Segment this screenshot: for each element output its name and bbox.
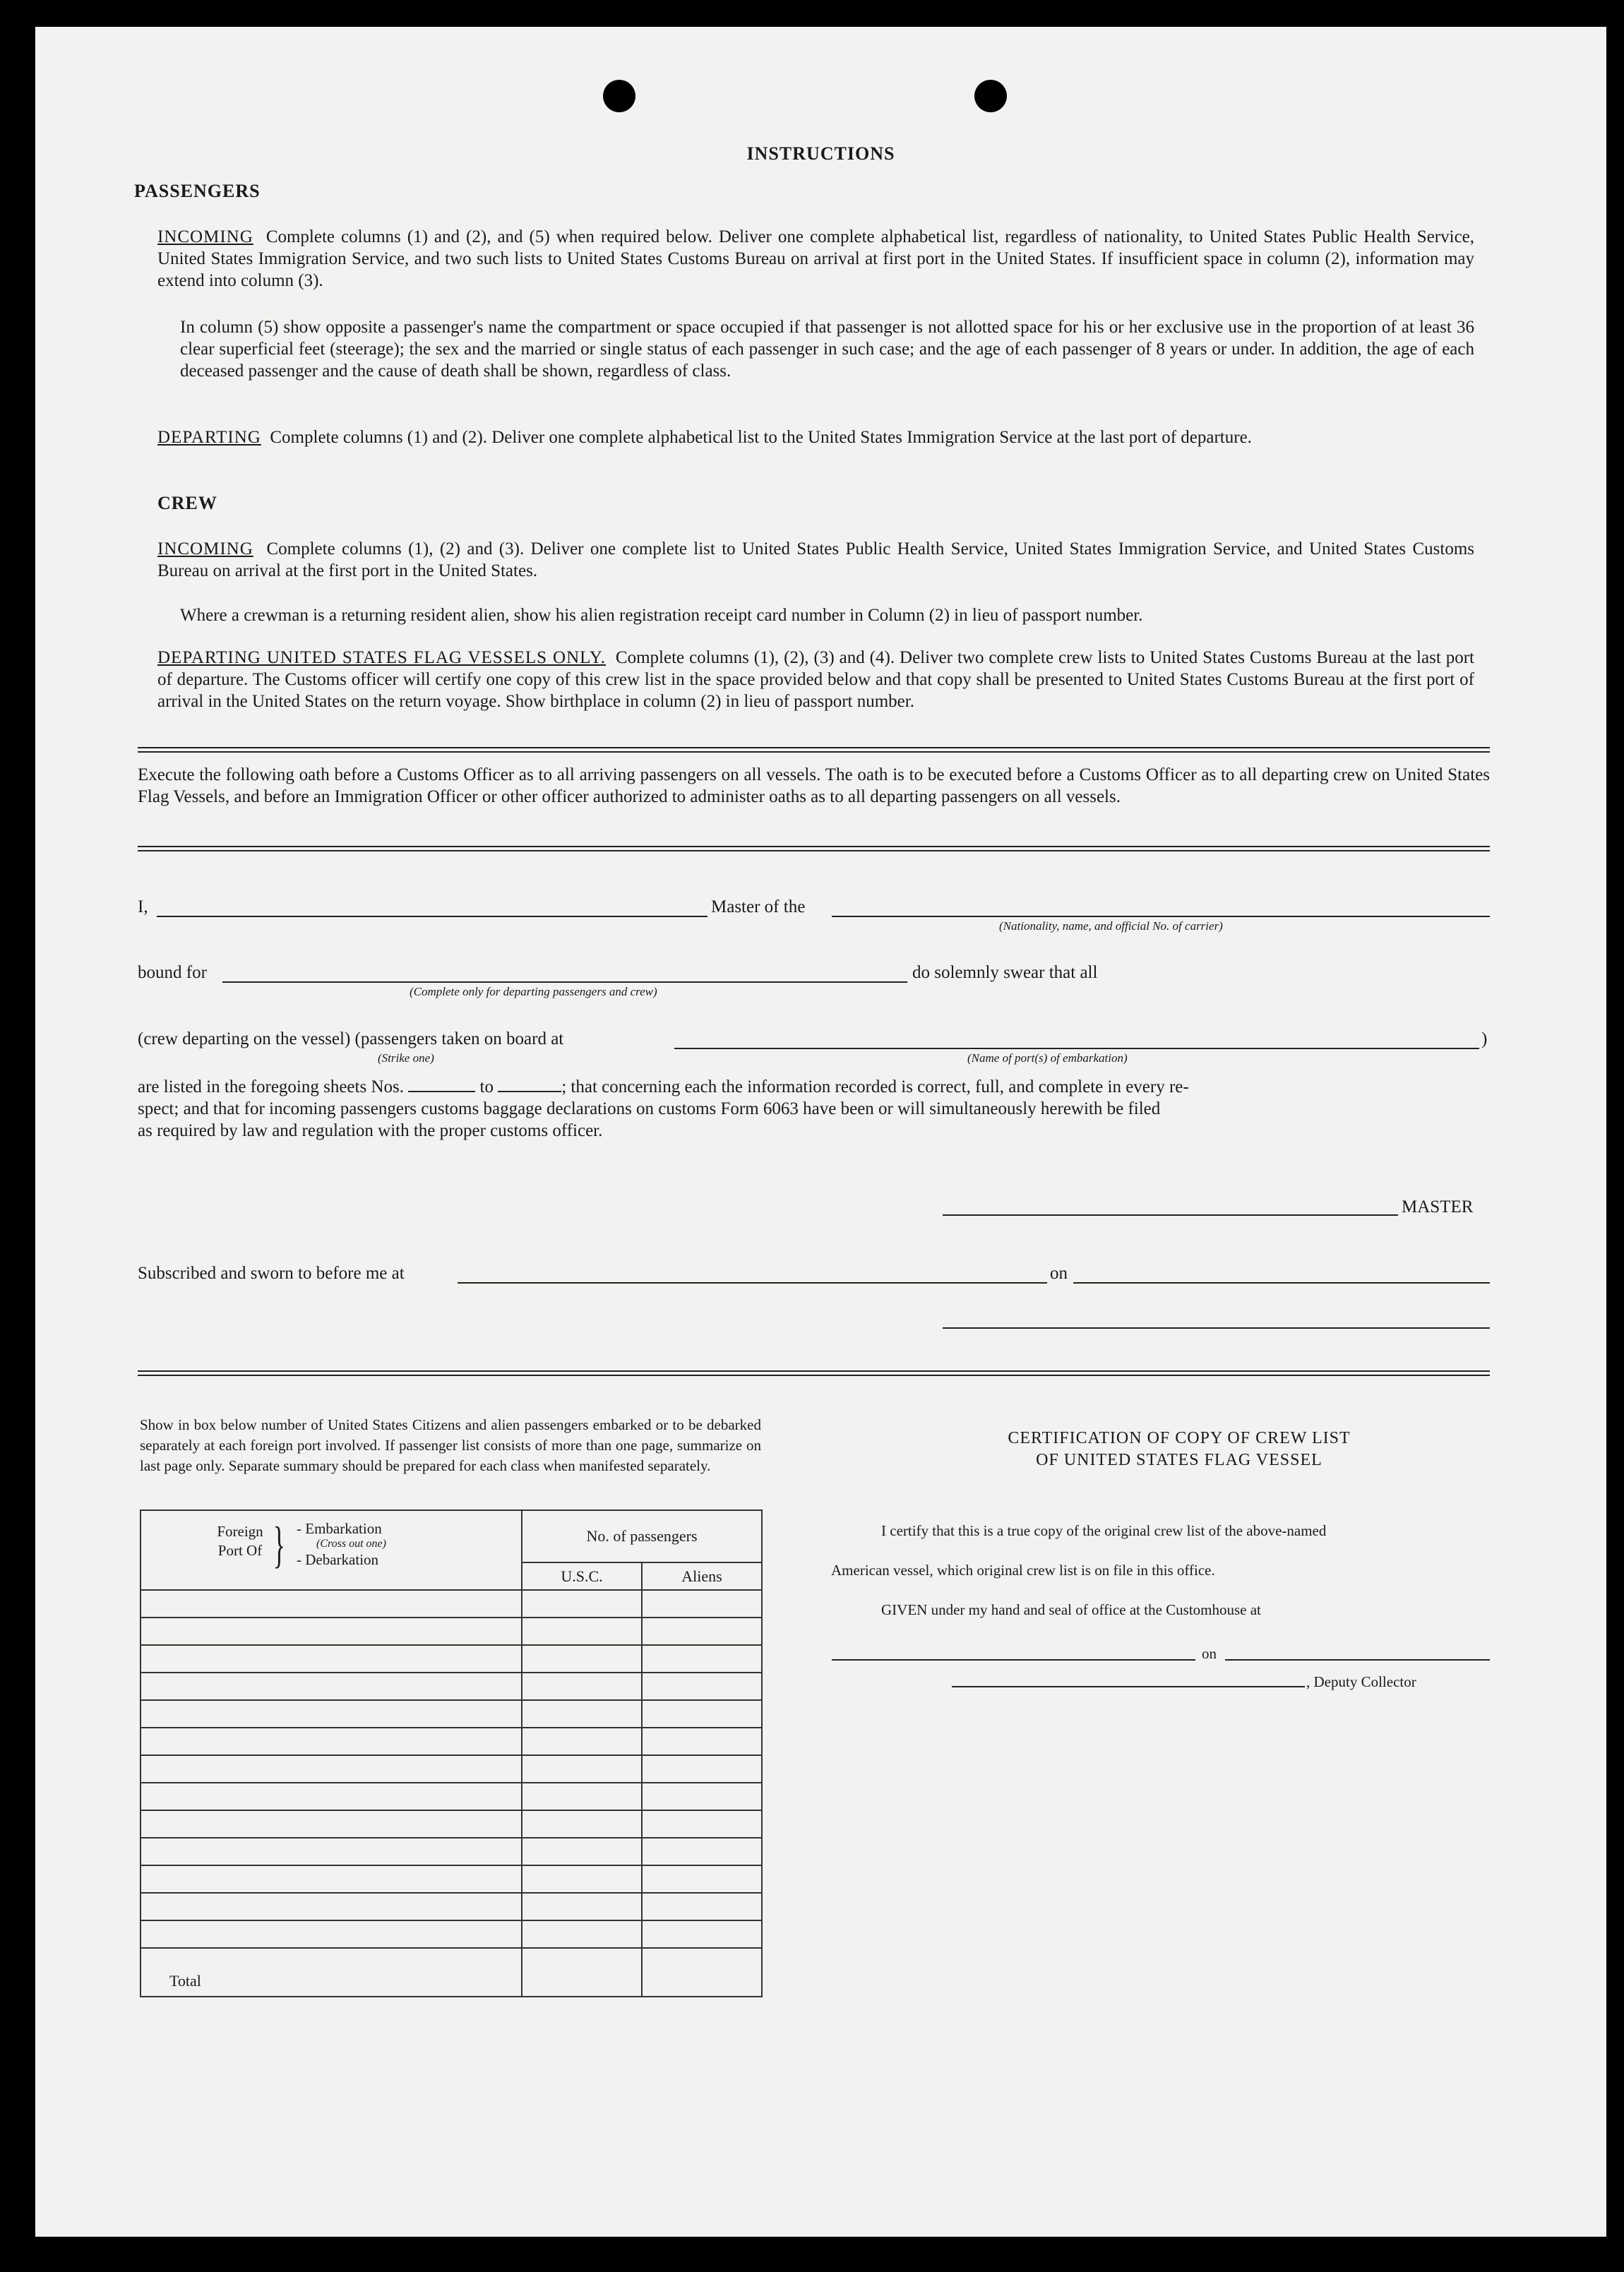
passengers-heading: PASSENGERS	[134, 181, 261, 201]
aliens-cell[interactable]	[642, 1590, 762, 1618]
cert-on-label: on	[1202, 1645, 1217, 1662]
aliens-cell[interactable]	[642, 1645, 762, 1673]
section-divider	[138, 747, 1490, 753]
port-cell[interactable]	[141, 1783, 522, 1810]
bound-for-field[interactable]	[222, 981, 907, 983]
sheets-text-a: are listed in the foregoing sheets Nos.	[138, 1077, 404, 1096]
table-row	[141, 1865, 762, 1893]
sheets-line-2: spect; and that for incoming passengers customs baggage declarations on customs Form 6063 have been or will simultaneously herewith be filed	[138, 1099, 1161, 1118]
aliens-cell[interactable]	[642, 1810, 762, 1838]
port-header-cell	[141, 1510, 522, 1590]
usc-cell[interactable]	[522, 1865, 642, 1893]
port-cell[interactable]	[141, 1893, 522, 1920]
crew-incoming-label: INCOMING	[157, 539, 253, 558]
certify-text-1: I certify that this is a true copy of the original crew list of the above-named	[881, 1522, 1327, 1539]
debarkation-label: - Debarkation	[297, 1551, 379, 1568]
aliens-cell[interactable]	[642, 1893, 762, 1920]
sheet-from-field[interactable]	[408, 1091, 475, 1092]
crew-departing-label: DEPARTING UNITED STATES FLAG VESSELS ONLY.	[157, 648, 606, 667]
bound-for-caption: (Complete only for departing passengers and crew)	[410, 985, 657, 998]
table-row	[141, 1618, 762, 1645]
usc-cell[interactable]	[522, 1673, 642, 1700]
aliens-cell[interactable]	[642, 1865, 762, 1893]
port-cell[interactable]	[141, 1673, 522, 1700]
total-aliens-cell[interactable]	[642, 1948, 762, 1997]
departing-text: Complete columns (1) and (2). Deliver one complete alphabetical list to the United States Immigration Service at the last port of departure.	[270, 428, 1252, 447]
table-row	[141, 1810, 762, 1838]
port-cell[interactable]	[141, 1618, 522, 1645]
table-row	[141, 1893, 762, 1920]
crew-alien-instruction: Where a crewman is a returning resident alien, show his alien registration receipt card number in Column (2) in lieu of passport number.	[180, 606, 1143, 625]
sheet-to-field[interactable]	[498, 1091, 561, 1092]
ports-caption: (Name of port(s) of embarkation)	[967, 1051, 1128, 1065]
aliens-header: Aliens	[642, 1562, 762, 1590]
deputy-collector-label: , Deputy Collector	[1306, 1673, 1416, 1690]
usc-cell[interactable]	[522, 1700, 642, 1728]
brace-glyph: }	[273, 1517, 285, 1573]
instructions-title: INSTRUCTIONS	[746, 143, 895, 164]
cross-out-note: (Cross out one)	[316, 1538, 386, 1550]
table-row	[141, 1755, 762, 1783]
port-cell[interactable]	[141, 1728, 522, 1755]
usc-cell[interactable]	[522, 1893, 642, 1920]
port-cell[interactable]	[141, 1920, 522, 1948]
section-divider	[138, 846, 1490, 851]
aliens-cell[interactable]	[642, 1920, 762, 1948]
sheets-to-label: to	[479, 1077, 494, 1096]
column5-instruction: In column (5) show opposite a passenger's name the compartment or space occupied if that passenger is not allotted space for his or her exclusive use in the proportion of at least 36 clear superficial feet (steerage); the sex and the married or single status of each passenger in such case; and the age of each passenger of 8 years or under. In addition, the age of each deceased passenger and the cause of death shall be shown, regardless of class.	[180, 318, 1474, 381]
usc-cell[interactable]	[522, 1783, 642, 1810]
table-row	[141, 1673, 762, 1700]
sheets-line-3: as required by law and regulation with the proper customs officer.	[138, 1121, 603, 1140]
cert-date-field[interactable]	[1225, 1659, 1490, 1661]
departing-label: DEPARTING	[157, 428, 261, 447]
subscribed-on-label: on	[1050, 1264, 1068, 1283]
crew-heading: CREW	[157, 493, 217, 513]
embark-debark-labels	[297, 1519, 386, 1569]
embarkation-ports-field[interactable]	[674, 1048, 1479, 1049]
incoming-label: INCOMING	[157, 227, 253, 246]
usc-cell[interactable]	[522, 1810, 642, 1838]
crew-incoming-instruction	[157, 538, 1474, 582]
crew-departing-text: Complete columns (1), (2), (3) and (4). Deliver two complete crew lists to United States Customs Bureau at the last port of departure. The Customs officer will certify one copy of this crew list in the space provided below and that copy shall be presented to United States Customs Bureau at the first port of arrival in the United States on the return voyage. Show birthplace in column (2) in lieu of passport number.	[157, 648, 1474, 711]
carrier-field[interactable]	[832, 916, 1490, 917]
aliens-cell[interactable]	[642, 1783, 762, 1810]
passengers-incoming-instruction	[157, 226, 1474, 292]
port-cell[interactable]	[141, 1838, 522, 1865]
sheets-statement	[138, 1076, 1490, 1142]
usc-cell[interactable]	[522, 1838, 642, 1865]
oath-intro: Execute the following oath before a Customs Officer as to all arriving passengers on all vessels. The oath is to be executed before a Customs Officer as to all departing crew on United States Flag Vessels, and before an Immigration Officer or other officer authorized to administer oaths as to all departing passengers on all vessels.	[138, 765, 1490, 806]
crew-departing-instruction	[157, 647, 1474, 712]
subscribed-date-field[interactable]	[1073, 1282, 1490, 1284]
port-cell[interactable]	[141, 1590, 522, 1618]
subscribed-place-field[interactable]	[458, 1282, 1047, 1284]
given-text: GIVEN under my hand and seal of office at the Customhouse at	[881, 1601, 1261, 1618]
passenger-summary-table	[140, 1509, 763, 1997]
master-signature-line[interactable]	[943, 1214, 1398, 1216]
certification-title	[868, 1428, 1490, 1471]
punch-hole	[974, 80, 1007, 112]
table-row	[141, 1838, 762, 1865]
crew-incoming-text: Complete columns (1), (2) and (3). Deliver one complete list to United States Public Health Service, United States Immigration Service, and United States Customs Bureau on arrival at the first port in the United States.	[157, 539, 1475, 580]
total-row	[141, 1948, 762, 1997]
aliens-cell[interactable]	[642, 1728, 762, 1755]
port-cell[interactable]	[141, 1755, 522, 1783]
strike-caption: (Strike one)	[378, 1051, 434, 1065]
aliens-cell[interactable]	[642, 1755, 762, 1783]
certification-title-line-1: CERTIFICATION OF COPY OF CREW LIST	[1008, 1429, 1351, 1447]
deputy-signature-line[interactable]	[952, 1686, 1305, 1687]
table-row	[141, 1783, 762, 1810]
form-page	[35, 27, 1606, 2237]
table-row	[141, 1645, 762, 1673]
close-paren: )	[1481, 1029, 1488, 1048]
table-row	[141, 1920, 762, 1948]
port-cell[interactable]	[141, 1645, 522, 1673]
total-usc-cell[interactable]	[522, 1948, 642, 1997]
aliens-cell[interactable]	[642, 1618, 762, 1645]
carrier-caption: (Nationality, name, and official No. of carrier)	[999, 919, 1223, 933]
total-label: Total	[141, 1948, 522, 1997]
crew-departing-oath-label: (crew departing on the vessel) (passengers taken on board at	[138, 1029, 564, 1048]
i-label: I,	[138, 897, 148, 916]
usc-cell[interactable]	[522, 1618, 642, 1645]
usc-cell[interactable]	[522, 1920, 642, 1948]
incoming-text: Complete columns (1) and (2), and (5) when required below. Deliver one complete alphabetical list, regardless of nationality, to United States Public Health Service, United States Immigration Service, and two such lists to United States Customs Bureau on arrival at first port in the United States. If insufficient space in column (2), information may extend into column (3).	[157, 227, 1475, 290]
usc-cell[interactable]	[522, 1590, 642, 1618]
passengers-departing-instruction	[157, 426, 1474, 448]
certify-text-2: American vessel, which original crew list is on file in this office.	[831, 1562, 1215, 1579]
officer-signature-line[interactable]	[943, 1327, 1490, 1329]
master-of-label: Master of the	[711, 897, 806, 916]
table-row	[141, 1728, 762, 1755]
subscribed-label: Subscribed and sworn to before me at	[138, 1264, 405, 1283]
port-cell[interactable]	[141, 1810, 522, 1838]
master-name-field[interactable]	[157, 916, 707, 917]
aliens-cell[interactable]	[642, 1673, 762, 1700]
usc-cell[interactable]	[522, 1755, 642, 1783]
usc-cell[interactable]	[522, 1645, 642, 1673]
certification-title-line-2: OF UNITED STATES FLAG VESSEL	[1036, 1451, 1323, 1469]
aliens-cell[interactable]	[642, 1700, 762, 1728]
usc-header: U.S.C.	[522, 1562, 642, 1590]
summary-instructions: Show in box below number of United States Citizens and alien passengers embarked or to be debarked separately at each foreign port involved. If passenger list consists of more than one page, summarize on last page only. Separate summary should be prepared for each class when manifested separately.	[140, 1416, 761, 1474]
master-signature-label: MASTER	[1402, 1197, 1474, 1216]
table-row	[141, 1590, 762, 1618]
sheets-text-b: ; that concerning each the information recorded is correct, full, and complete in every re-	[561, 1077, 1189, 1096]
foreign-port-of-label: Foreign Port Of	[217, 1523, 263, 1559]
punch-hole	[603, 80, 635, 112]
bound-for-label: bound for	[138, 963, 207, 982]
embarkation-label: - Embarkation	[297, 1520, 382, 1537]
port-cell[interactable]	[141, 1865, 522, 1893]
table-row	[141, 1700, 762, 1728]
aliens-cell[interactable]	[642, 1838, 762, 1865]
usc-cell[interactable]	[522, 1728, 642, 1755]
section-divider	[138, 1370, 1490, 1376]
customhouse-field[interactable]	[832, 1659, 1195, 1661]
port-cell[interactable]	[141, 1700, 522, 1728]
no-passengers-header: No. of passengers	[522, 1510, 762, 1562]
swear-label: do solemnly swear that all	[912, 963, 1098, 982]
